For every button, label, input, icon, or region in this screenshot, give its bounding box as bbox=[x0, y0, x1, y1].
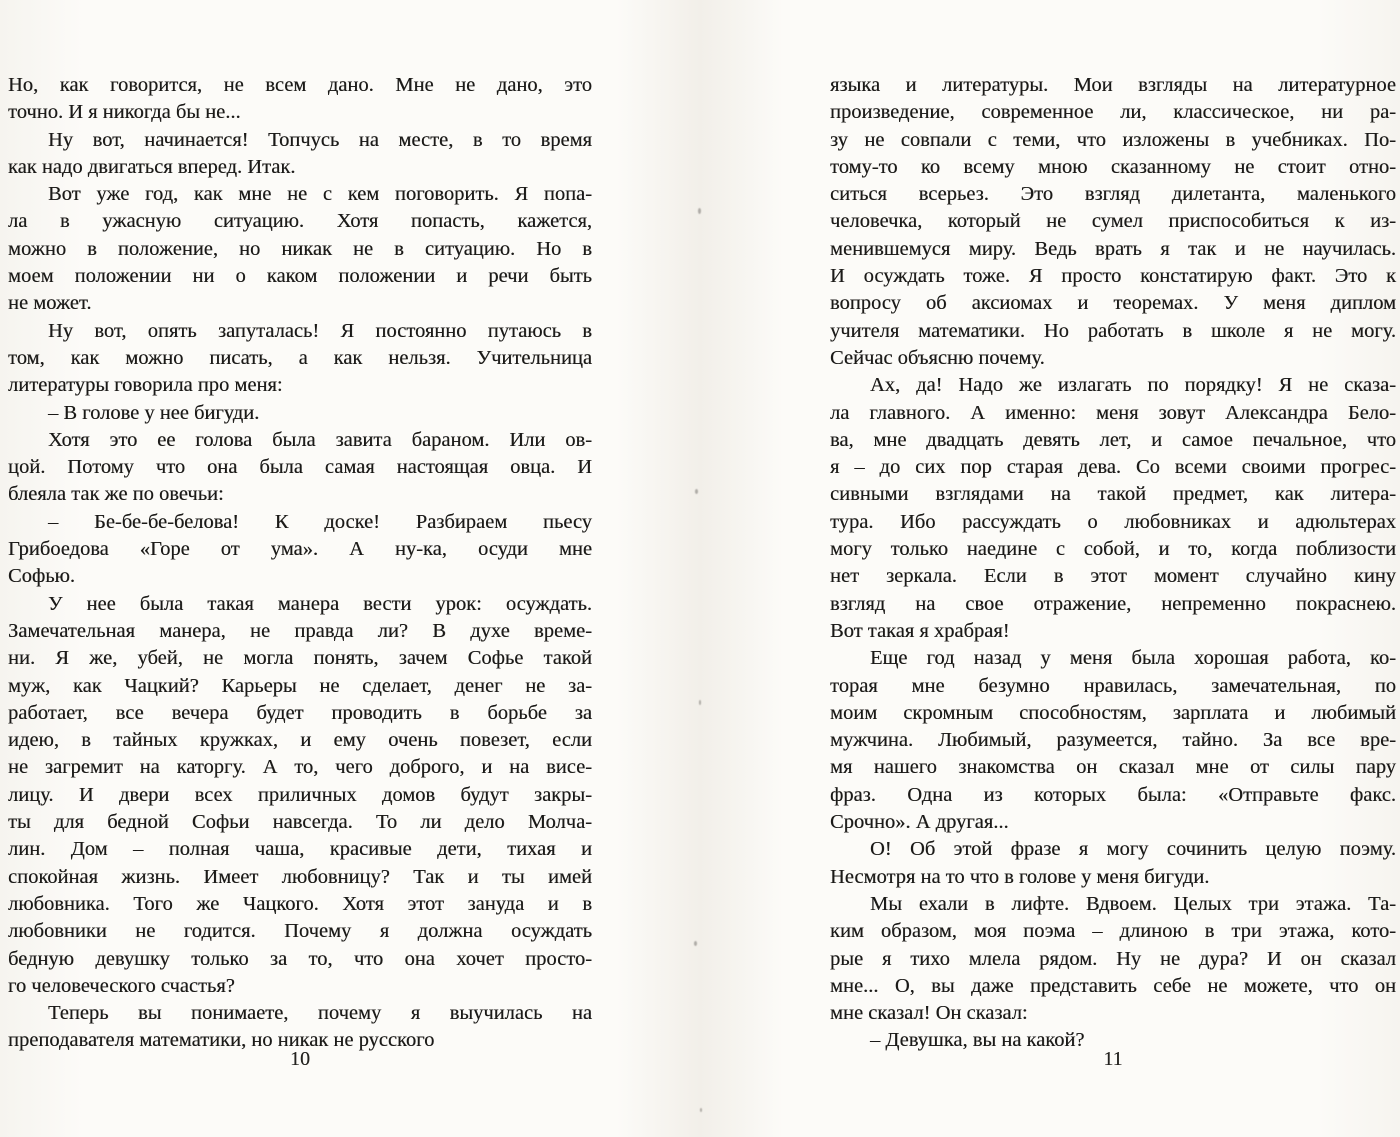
text-line: не загремит на каторгу. А то, чего доброго, и на висе- bbox=[8, 756, 592, 779]
text-line: можно в положение, но никак не в ситуацию. Но в bbox=[8, 237, 592, 260]
text-line: Замечательная манера, не правда ли? В духе време- bbox=[8, 619, 592, 642]
text-line: торая мне безумно нравилась, замечательная, по bbox=[830, 674, 1396, 697]
text-line: Срочно». А другая... bbox=[830, 811, 1009, 834]
text-line: любовники не годится. Почему я должна осуждать bbox=[8, 920, 592, 943]
text-line: ким образом, моя поэма – длиною в три этажа, кото- bbox=[830, 920, 1396, 943]
text-line: Теперь вы понимаете, почему я выучилась на bbox=[48, 1002, 592, 1025]
text-line: тому-то ко всему мною сказанному не стоит отно- bbox=[830, 155, 1396, 178]
page-right bbox=[700, 0, 1400, 1137]
text-line: мужчина. Любимый, разумеется, тайно. За все вре- bbox=[830, 729, 1396, 752]
text-line: Но, как говорится, не всем дано. Мне не дано, это bbox=[8, 74, 592, 96]
text-line: нет зеркала. Если в этот момент случайно кину bbox=[830, 565, 1396, 588]
text-line: ва, мне двадцать девять лет, и самое печальное, что bbox=[830, 428, 1396, 451]
text-line: Хотя это ее голова была завита бараном. Или ов- bbox=[48, 428, 592, 451]
text-line: Вот уже год, как мне не с кем поговорить. Я попа- bbox=[48, 183, 592, 206]
text-line: бедную девушку только за то, что она хочет просто- bbox=[8, 947, 592, 970]
text-line: человечка, который не сумел приспособиться к из- bbox=[830, 210, 1396, 233]
text-line: Вот такая я храбрая! bbox=[830, 619, 1010, 642]
text-line: Еще год назад у меня была хорошая работа, ко- bbox=[870, 647, 1396, 670]
text-line: фраз. Одна из которых была: «Отправьте факс. bbox=[830, 783, 1396, 806]
text-line: любовника. Того же Чацкого. Хотя этот зануда и в bbox=[8, 892, 592, 915]
text-line: Сейчас объясню почему. bbox=[830, 346, 1045, 369]
scan-speck bbox=[694, 941, 697, 946]
text-line: Ах, да! Надо же излагать по порядку! Я не сказа- bbox=[870, 374, 1396, 397]
page-left-text bbox=[8, 72, 592, 1055]
text-line: произведение, современное ли, классическое, ни ра- bbox=[830, 101, 1396, 124]
text-line: работает, все вечера будет проводить в борьбе за bbox=[8, 701, 592, 724]
text-line: ла в ужасную ситуацию. Хотя попасть, кажется, bbox=[8, 210, 592, 233]
text-line: рые я тихо млела рядом. Ну не дура? И он сказал bbox=[830, 947, 1396, 970]
text-line: – В голове у нее бигуди. bbox=[48, 401, 260, 424]
text-line: могу только наедине с собой, и то, когда поблизости bbox=[830, 538, 1396, 561]
text-line: как надо двигаться вперед. Итак. bbox=[8, 155, 296, 178]
text-line: И осуждать тоже. Я просто констатирую факт. Это к bbox=[830, 265, 1396, 288]
text-line: Грибоедова «Горе от ума». А ну-ка, осуди мне bbox=[8, 538, 592, 561]
text-line: Несмотря на то что в голове у меня бигуди. bbox=[830, 865, 1210, 888]
text-line: блеяла так же по овечьи: bbox=[8, 483, 224, 506]
text-line: мне... О, вы даже представить себе не можете, что он bbox=[830, 974, 1396, 997]
page-number-left: 10 bbox=[290, 1048, 310, 1070]
text-line: Мы ехали в лифте. Вдвоем. Целых три этажа. Та- bbox=[870, 892, 1396, 915]
text-line: зу не совпали с теми, что изложены в учебниках. По- bbox=[830, 128, 1396, 151]
text-line: взгляд на свое отражение, непременно покраснею. bbox=[830, 592, 1396, 615]
text-line: мя нашего знакомства он сказал мне от силы пару bbox=[830, 756, 1396, 779]
text-line: мне сказал! Он сказал: bbox=[830, 1002, 1028, 1025]
text-line: У нее была такая манера вести урок: осуждать. bbox=[48, 592, 592, 615]
text-line: спокойная жизнь. Имеет любовницу? Так и ты имей bbox=[8, 865, 592, 888]
text-line: Софью. bbox=[8, 565, 75, 588]
text-line: точно. И я никогда бы не... bbox=[8, 101, 241, 124]
text-line: Ну вот, опять запуталась! Я постоянно путаюсь в bbox=[48, 319, 592, 342]
text-line: – Девушка, вы на какой? bbox=[870, 1029, 1085, 1052]
page-number-right: 11 bbox=[1103, 1048, 1123, 1070]
text-line: лицу. И двери всех приличных домов будут закры- bbox=[8, 783, 592, 806]
text-line: го человеческого счастья? bbox=[8, 974, 235, 997]
text-line: вопросу об аксиомах и теоремах. У меня диплом bbox=[830, 292, 1396, 315]
text-line: не может. bbox=[8, 292, 92, 315]
text-line: – Бе-бе-бе-белова! К доске! Разбираем пьесу bbox=[48, 510, 592, 533]
scan-speck bbox=[695, 489, 698, 494]
text-line: О! Об этой фразе я могу сочинить целую поэму. bbox=[870, 838, 1396, 861]
text-line: моем положении ни о каком положении и речи быть bbox=[8, 265, 592, 288]
text-line: идею, в тайных кружках, и ему очень повезет, если bbox=[8, 729, 592, 752]
text-line: преподавателя математики, но никак не русского bbox=[8, 1029, 435, 1052]
text-line: языка и литературы. Мои взгляды на литературное bbox=[830, 74, 1396, 96]
text-line: ла главного. А именно: меня зовут Александра Бело- bbox=[830, 401, 1396, 424]
text-line: литературы говорила про меня: bbox=[8, 374, 283, 397]
text-line: ситься всерьез. Это взгляд дилетанта, маленького bbox=[830, 183, 1396, 206]
text-line: лин. Дом – полная чаша, красивые дети, тихая и bbox=[8, 838, 592, 861]
text-line: ты для бедной Софьи навсегда. То ли дело Молча- bbox=[8, 811, 592, 834]
text-line: я – до сих пор старая дева. Со всеми своими прогрес- bbox=[830, 456, 1396, 479]
page-right-text bbox=[830, 72, 1396, 1055]
text-line: менившемуся миру. Ведь врать я так и не научилась. bbox=[830, 237, 1396, 260]
text-line: тура. Ибо рассуждать о любовниках и адюльтерах bbox=[830, 510, 1396, 533]
text-line: муж, как Чацкий? Карьеры не сделает, денег не за- bbox=[8, 674, 592, 697]
text-line: моим скромным способностям, зарплата и любимый bbox=[830, 701, 1396, 724]
text-line: цой. Потому что она была самая настоящая овца. И bbox=[8, 456, 592, 479]
text-line: сивными взглядами на такой предмет, как литера- bbox=[830, 483, 1396, 506]
text-line: Ну вот, начинается! Топчусь на месте, в то время bbox=[48, 128, 592, 151]
text-line: том, как можно писать, а как нельзя. Учительница bbox=[8, 346, 592, 369]
text-line: ни. Я же, убей, не могла понять, зачем Софье такой bbox=[8, 647, 592, 670]
text-line: учителя математики. Но работать в школе я не могу. bbox=[830, 319, 1396, 342]
